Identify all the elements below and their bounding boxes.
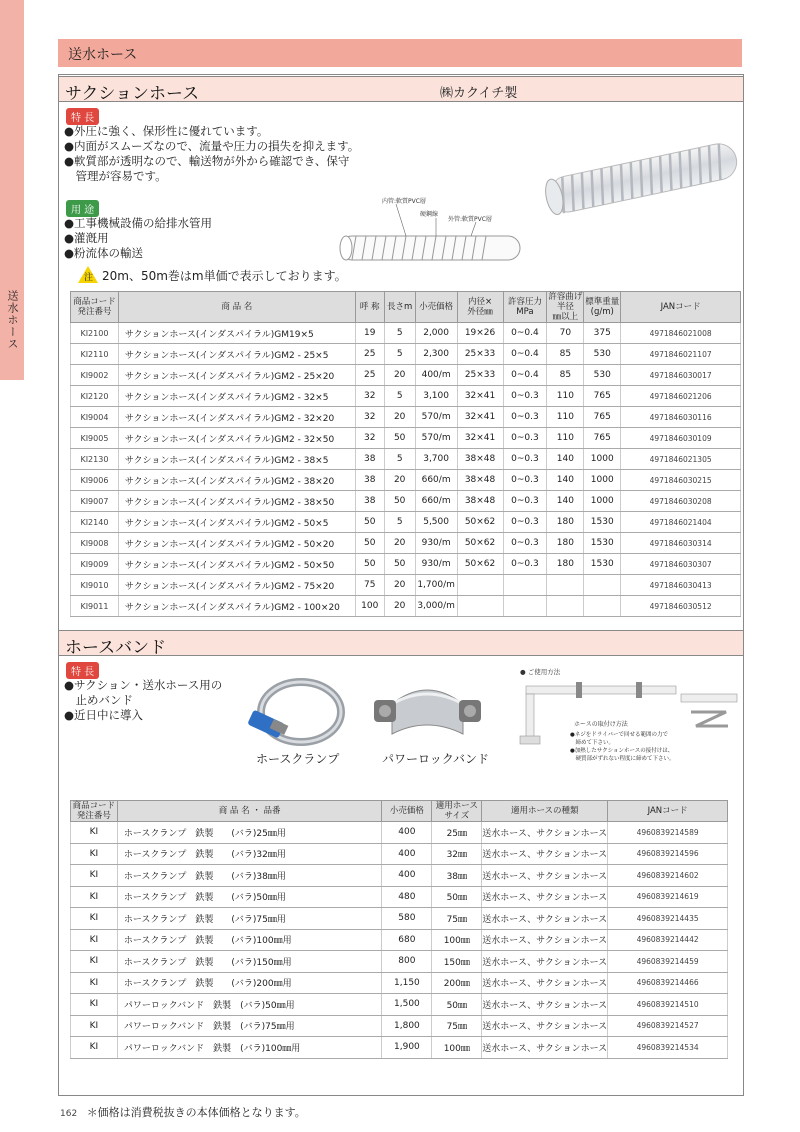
suction-uses — [64, 216, 212, 261]
table-cell: 1000 — [584, 449, 621, 470]
table-cell: 20 — [384, 596, 415, 617]
table-cell: 50 — [355, 533, 384, 554]
table-cell: 2,300 — [415, 344, 457, 365]
table-cell: 100㎜ — [432, 929, 482, 951]
table-cell: サクションホース(インダスパイラル)GM2 - 38×5 — [118, 449, 355, 470]
band-section-header — [58, 630, 744, 656]
table-cell: サクションホース(インダスパイラル)GM2 - 50×5 — [118, 512, 355, 533]
table-cell: 5 — [384, 323, 415, 344]
table-cell: 25 — [355, 365, 384, 386]
suction-features — [64, 124, 359, 184]
table-cell: KI2140 — [71, 512, 119, 533]
suction-section-header — [58, 76, 744, 102]
table-row — [71, 1015, 728, 1037]
table-cell: 50 — [384, 491, 415, 512]
table-cell: 25×33 — [457, 344, 503, 365]
table-cell: 4971846030512 — [621, 596, 741, 617]
table-cell: 200㎜ — [432, 972, 482, 994]
table-row — [71, 491, 741, 512]
table-cell: 4971846021404 — [621, 512, 741, 533]
table-cell: 0~0.3 — [503, 554, 547, 575]
table-cell: 5 — [384, 344, 415, 365]
table-cell: 580 — [382, 908, 432, 930]
warning-icon-label: 注 — [84, 273, 94, 283]
feature-line: ●外圧に強く、保形性に優れています。 — [64, 124, 269, 138]
table-cell: 2,000 — [415, 323, 457, 344]
table-cell: KI9002 — [71, 365, 119, 386]
table-cell — [503, 596, 547, 617]
table-cell: 150㎜ — [432, 951, 482, 973]
suction-hose-table — [70, 291, 741, 617]
table-cell: 4971846021008 — [621, 323, 741, 344]
header-bend-radius: 許容曲げ半径 ㎜以上 — [548, 292, 583, 322]
table-cell: 100 — [355, 596, 384, 617]
table-cell: KI — [71, 1037, 118, 1059]
header-name: 商 品 名 — [118, 292, 355, 323]
clamp-caption: ホースクランプ — [256, 752, 340, 766]
table-cell: 4960839214619 — [608, 886, 728, 908]
table-row — [71, 951, 728, 973]
table-cell: ホースクランプ 鉄製 (バラ)200㎜用 — [117, 972, 382, 994]
header-hose-type: 適用ホースの種類 — [482, 801, 608, 822]
table-cell: 20 — [384, 365, 415, 386]
header-price: 小売価格 — [415, 292, 457, 323]
table-cell: 5,500 — [415, 512, 457, 533]
table-row — [71, 470, 741, 491]
table-cell: サクションホース(インダスパイラル)GM2 - 25×5 — [118, 344, 355, 365]
table-cell: 32 — [355, 407, 384, 428]
table-cell: KI9004 — [71, 407, 119, 428]
table-cell: 180 — [547, 533, 584, 554]
feature-line: 管理が容易です。 — [64, 169, 167, 183]
table-cell: 140 — [547, 470, 584, 491]
table-cell: 50 — [355, 512, 384, 533]
table-cell: KI9005 — [71, 428, 119, 449]
table-cell: 4971846030413 — [621, 575, 741, 596]
table-cell: サクションホース(インダスパイラル)GM2 - 75×20 — [118, 575, 355, 596]
table-cell: 38×48 — [457, 449, 503, 470]
maker-label: ㈱カクイチ製 — [440, 86, 518, 101]
table-cell: KI — [71, 865, 118, 887]
table-row — [71, 386, 741, 407]
table-cell: KI2110 — [71, 344, 119, 365]
table-cell: 75 — [355, 575, 384, 596]
table-cell: 32 — [355, 428, 384, 449]
table-cell: 0~0.3 — [503, 512, 547, 533]
table-cell: サクションホース(インダスパイラル)GM2 - 50×20 — [118, 533, 355, 554]
table-cell: 50 — [384, 554, 415, 575]
table-cell: 400 — [382, 843, 432, 865]
side-tab — [0, 0, 24, 380]
table-cell: 19×26 — [457, 323, 503, 344]
table-cell: 3,100 — [415, 386, 457, 407]
install-method-title: ホースの取付け方法 — [574, 721, 628, 728]
installation-diagram — [516, 664, 742, 774]
table-cell: 530 — [584, 365, 621, 386]
table-row — [71, 575, 741, 596]
table-cell: KI2120 — [71, 386, 119, 407]
table-cell: 4971846030116 — [621, 407, 741, 428]
table-cell: KI — [71, 908, 118, 930]
table-cell: 25㎜ — [432, 822, 482, 844]
use-line: ●灌漑用 — [64, 231, 109, 245]
table-cell: 0~0.4 — [503, 323, 547, 344]
table-cell: ホースクランプ 鉄製 (バラ)150㎜用 — [117, 951, 382, 973]
table-cell: 400 — [382, 822, 432, 844]
table-cell — [547, 596, 584, 617]
table-cell: 4960839214510 — [608, 994, 728, 1016]
table-cell: パワーロックバンド 鉄製 (バラ)75㎜用 — [117, 1015, 382, 1037]
table-cell: KI — [71, 929, 118, 951]
table-cell: 75㎜ — [432, 908, 482, 930]
table-cell: KI — [71, 822, 118, 844]
table-cell: 4960839214596 — [608, 843, 728, 865]
table-cell: サクションホース(インダスパイラル)GM2 - 38×50 — [118, 491, 355, 512]
table-cell: KI9007 — [71, 491, 119, 512]
table-cell: KI — [71, 843, 118, 865]
table-cell: 570/m — [415, 407, 457, 428]
table-cell: 50 — [384, 428, 415, 449]
table-cell: 1530 — [584, 554, 621, 575]
table-cell: 38×48 — [457, 470, 503, 491]
table-cell: 送水ホース、サクションホース — [482, 843, 608, 865]
table-cell: 32×41 — [457, 407, 503, 428]
table-cell: 4960839214466 — [608, 972, 728, 994]
page-number: 162 — [60, 1109, 78, 1119]
band-features — [64, 678, 222, 723]
table-cell: ホースクランプ 鉄製 (バラ)32㎜用 — [117, 843, 382, 865]
table-cell: 3,000/m — [415, 596, 457, 617]
table-cell: 70 — [547, 323, 584, 344]
table-cell: 1530 — [584, 512, 621, 533]
table-cell: 110 — [547, 428, 584, 449]
band-table-body — [71, 822, 728, 1059]
table-cell — [547, 575, 584, 596]
install-title: ● ご使用方法 — [520, 668, 561, 676]
diagram-label-inner: 内管:軟質PVC層 — [382, 198, 426, 205]
table-cell: 765 — [584, 407, 621, 428]
table-cell: ホースクランプ 鉄製 (バラ)75㎜用 — [117, 908, 382, 930]
table-cell: 570/m — [415, 428, 457, 449]
table-cell — [503, 575, 547, 596]
table-cell: 4960839214589 — [608, 822, 728, 844]
table-cell: 180 — [547, 554, 584, 575]
header-code: 商品コード 発注番号 — [71, 801, 118, 822]
header-length: 長さm — [384, 292, 415, 323]
table-row — [71, 1037, 728, 1059]
table-cell: 1,900 — [382, 1037, 432, 1059]
table-cell: 100㎜ — [432, 1037, 482, 1059]
table-row — [71, 929, 728, 951]
table-cell: 50㎜ — [432, 994, 482, 1016]
table-cell: 110 — [547, 407, 584, 428]
table-row — [71, 843, 728, 865]
table-cell: サクションホース(インダスパイラル)GM19×5 — [118, 323, 355, 344]
table-cell: 75㎜ — [432, 1015, 482, 1037]
table-header-row — [71, 801, 728, 822]
table-cell — [584, 596, 621, 617]
table-cell: KI — [71, 994, 118, 1016]
table-row — [71, 344, 741, 365]
table-cell: 4971846030307 — [621, 554, 741, 575]
table-cell: 1000 — [584, 491, 621, 512]
hose-structure-diagram — [336, 196, 526, 268]
table-cell: サクションホース(インダスパイラル)GM2 - 25×20 — [118, 365, 355, 386]
table-cell: サクションホース(インダスパイラル)GM2 - 50×50 — [118, 554, 355, 575]
features-badge: 特 長 — [66, 108, 99, 125]
diagram-label-outer: 外管:軟質PVC層 — [448, 216, 492, 223]
table-cell: 480 — [382, 886, 432, 908]
table-cell: KI9011 — [71, 596, 119, 617]
table-cell: 660/m — [415, 470, 457, 491]
table-cell: サクションホース(インダスパイラル)GM2 - 38×20 — [118, 470, 355, 491]
feature-line: ●近日中に導入 — [64, 708, 144, 722]
install-line: ●ネジをドライバーで回せる範囲の力で — [570, 732, 669, 738]
table-cell: サクションホース(インダスパイラル)GM2 - 100×20 — [118, 596, 355, 617]
table-cell: 4960839214534 — [608, 1037, 728, 1059]
suction-table-body — [71, 323, 741, 617]
table-cell: 110 — [547, 386, 584, 407]
table-cell: 32㎜ — [432, 843, 482, 865]
table-cell: 400/m — [415, 365, 457, 386]
table-cell: 180 — [547, 512, 584, 533]
table-row — [71, 865, 728, 887]
header-code: 商品コード 発注番号 — [71, 292, 119, 323]
table-cell: 5 — [384, 512, 415, 533]
table-cell: 20 — [384, 533, 415, 554]
table-cell: 20 — [384, 470, 415, 491]
category-title: 送水ホース — [68, 47, 138, 63]
table-cell: 4971846030215 — [621, 470, 741, 491]
table-cell: 送水ホース、サクションホース — [482, 929, 608, 951]
table-cell: 20 — [384, 407, 415, 428]
table-cell: 0~0.3 — [503, 491, 547, 512]
header-diameter: 内径× 外径㎜ — [457, 292, 503, 323]
table-cell — [457, 575, 503, 596]
table-cell: 4960839214442 — [608, 929, 728, 951]
table-cell: 765 — [584, 386, 621, 407]
table-cell: 送水ホース、サクションホース — [482, 994, 608, 1016]
table-cell: サクションホース(インダスパイラル)GM2 - 32×5 — [118, 386, 355, 407]
table-cell: KI9008 — [71, 533, 119, 554]
table-cell: 5 — [384, 449, 415, 470]
table-cell: 50×62 — [457, 554, 503, 575]
table-cell: 85 — [547, 365, 584, 386]
table-cell: 1530 — [584, 533, 621, 554]
uses-badge: 用 途 — [66, 200, 99, 217]
table-cell: 930/m — [415, 533, 457, 554]
table-cell: 送水ホース、サクションホース — [482, 951, 608, 973]
diagram-label-wire: 硬鋼線 — [420, 211, 439, 218]
table-cell: 4960839214435 — [608, 908, 728, 930]
header-weight: 標準重量 (g/m) — [584, 292, 621, 323]
table-cell: 930/m — [415, 554, 457, 575]
table-cell: ホースクランプ 鉄製 (バラ)38㎜用 — [117, 865, 382, 887]
table-cell: 4971846030017 — [621, 365, 741, 386]
table-cell: 送水ホース、サクションホース — [482, 972, 608, 994]
table-row — [71, 596, 741, 617]
use-line: ●粉流体の輸送 — [64, 246, 144, 260]
side-tab-label: 送水ホース — [6, 290, 19, 350]
feature-line: ●サクション・送水ホース用の — [64, 678, 223, 692]
table-cell: 765 — [584, 428, 621, 449]
table-cell: 20 — [384, 575, 415, 596]
table-cell: サクションホース(インダスパイラル)GM2 - 32×50 — [118, 428, 355, 449]
table-cell: 1,500 — [382, 994, 432, 1016]
table-cell: 4971846030208 — [621, 491, 741, 512]
table-row — [71, 512, 741, 533]
table-cell: 38 — [355, 449, 384, 470]
table-cell: 19 — [355, 323, 384, 344]
table-cell: KI — [71, 951, 118, 973]
table-cell — [457, 596, 503, 617]
table-cell: 送水ホース、サクションホース — [482, 822, 608, 844]
table-cell: 680 — [382, 929, 432, 951]
header-size: 呼 称 — [355, 292, 384, 323]
note-text: 20m、50m巻はm単価で表示しております。 — [102, 269, 347, 283]
feature-line: ●内面がスムーズなので、流量や圧力の損失を抑えます。 — [64, 139, 360, 153]
table-cell: KI9009 — [71, 554, 119, 575]
table-cell: KI9006 — [71, 470, 119, 491]
table-cell: 25×33 — [457, 365, 503, 386]
table-cell: 送水ホース、サクションホース — [482, 886, 608, 908]
feature-line: 止めバンド — [64, 693, 133, 707]
feature-line: ●軟質部が透明なので、輸送物が外から確認でき、保守 — [64, 154, 350, 168]
table-cell: 4971846021206 — [621, 386, 741, 407]
table-cell: 32 — [355, 386, 384, 407]
table-cell: 0~0.4 — [503, 344, 547, 365]
table-cell: 25 — [355, 344, 384, 365]
table-cell: KI2100 — [71, 323, 119, 344]
table-cell: 530 — [584, 344, 621, 365]
header-name: 商 品 名 ・ 品番 — [117, 801, 382, 822]
table-row — [71, 407, 741, 428]
table-header-row — [71, 292, 741, 323]
table-cell: 送水ホース、サクションホース — [482, 908, 608, 930]
header-jan: JANコード — [608, 801, 728, 822]
table-cell: サクションホース(インダスパイラル)GM2 - 32×20 — [118, 407, 355, 428]
table-cell: 38 — [355, 470, 384, 491]
header-hose-size: 適用ホース サイズ — [432, 801, 482, 822]
table-cell: 50×62 — [457, 512, 503, 533]
table-cell: 送水ホース、サクションホース — [482, 865, 608, 887]
table-cell: 50 — [355, 554, 384, 575]
table-cell: 32×41 — [457, 428, 503, 449]
table-cell: 660/m — [415, 491, 457, 512]
table-row — [71, 554, 741, 575]
hose-band-table — [70, 800, 728, 1059]
table-cell: パワーロックバンド 鉄製 (バラ)100㎜用 — [117, 1037, 382, 1059]
table-cell: 3,700 — [415, 449, 457, 470]
lock-band-caption: パワーロックバンド — [382, 752, 490, 766]
table-row — [71, 449, 741, 470]
table-cell: 1000 — [584, 470, 621, 491]
table-row — [71, 365, 741, 386]
table-cell: ホースクランプ 鉄製 (バラ)25㎜用 — [117, 822, 382, 844]
table-cell: 375 — [584, 323, 621, 344]
table-cell: 送水ホース、サクションホース — [482, 1037, 608, 1059]
install-line: 締めて下さい。 — [570, 740, 615, 746]
table-cell — [584, 575, 621, 596]
table-cell: 400 — [382, 865, 432, 887]
table-cell: KI9010 — [71, 575, 119, 596]
footer — [60, 1104, 306, 1120]
category-header — [58, 39, 742, 67]
table-cell: 0~0.3 — [503, 470, 547, 491]
band-title: ホースバンド — [65, 638, 167, 658]
table-cell: KI2130 — [71, 449, 119, 470]
table-cell: ホースクランプ 鉄製 (バラ)100㎜用 — [117, 929, 382, 951]
table-cell: 38×48 — [457, 491, 503, 512]
table-cell: KI — [71, 886, 118, 908]
suction-hose-photo — [538, 137, 738, 217]
power-lock-band-photo — [370, 676, 485, 756]
table-cell: 800 — [382, 951, 432, 973]
table-cell: 1,800 — [382, 1015, 432, 1037]
hose-clamp-photo — [241, 672, 349, 752]
table-cell: ホースクランプ 鉄製 (バラ)50㎜用 — [117, 886, 382, 908]
table-cell: 4960839214602 — [608, 865, 728, 887]
install-line: 硬質部がずれない程度に締めて下さい。 — [570, 756, 675, 762]
suction-title: サクションホース — [65, 84, 200, 104]
table-row — [71, 886, 728, 908]
table-cell: 50×62 — [457, 533, 503, 554]
table-cell: 4960839214459 — [608, 951, 728, 973]
table-row — [71, 908, 728, 930]
table-cell: 0~0.3 — [503, 533, 547, 554]
table-cell: 5 — [384, 386, 415, 407]
footer-note: ＊価格は消費税抜きの本体価格となります。 — [86, 1106, 306, 1119]
table-cell: 32×41 — [457, 386, 503, 407]
use-line: ●工事機械設備の給排水管用 — [64, 216, 213, 230]
table-cell: 85 — [547, 344, 584, 365]
header-price: 小売価格 — [382, 801, 432, 822]
header-jan: JANコード — [621, 292, 741, 323]
table-row — [71, 533, 741, 554]
table-row — [71, 323, 741, 344]
header-pressure: 許容圧力 MPa — [503, 292, 547, 323]
table-cell: KI — [71, 972, 118, 994]
table-row — [71, 972, 728, 994]
table-cell: 4971846021107 — [621, 344, 741, 365]
table-cell: KI — [71, 1015, 118, 1037]
table-row — [71, 822, 728, 844]
band-features-badge: 特 長 — [66, 662, 99, 679]
table-cell: 4971846030314 — [621, 533, 741, 554]
table-cell: 38㎜ — [432, 865, 482, 887]
table-row — [71, 994, 728, 1016]
table-cell: 140 — [547, 449, 584, 470]
table-row — [71, 428, 741, 449]
table-cell: 0~0.3 — [503, 428, 547, 449]
table-cell: 4971846021305 — [621, 449, 741, 470]
table-cell: 0~0.4 — [503, 365, 547, 386]
table-cell: 0~0.3 — [503, 407, 547, 428]
table-cell: 1,150 — [382, 972, 432, 994]
table-cell: 送水ホース、サクションホース — [482, 1015, 608, 1037]
table-cell: 4960839214527 — [608, 1015, 728, 1037]
table-cell: 1,700/m — [415, 575, 457, 596]
table-cell: 0~0.3 — [503, 449, 547, 470]
install-line: ●加熱したサクションホースの接付けは、 — [570, 748, 674, 754]
table-cell: 4971846030109 — [621, 428, 741, 449]
table-cell: 50㎜ — [432, 886, 482, 908]
table-cell: パワーロックバンド 鉄製 (バラ)50㎜用 — [117, 994, 382, 1016]
table-cell: 0~0.3 — [503, 386, 547, 407]
table-cell: 38 — [355, 491, 384, 512]
table-cell: 140 — [547, 491, 584, 512]
